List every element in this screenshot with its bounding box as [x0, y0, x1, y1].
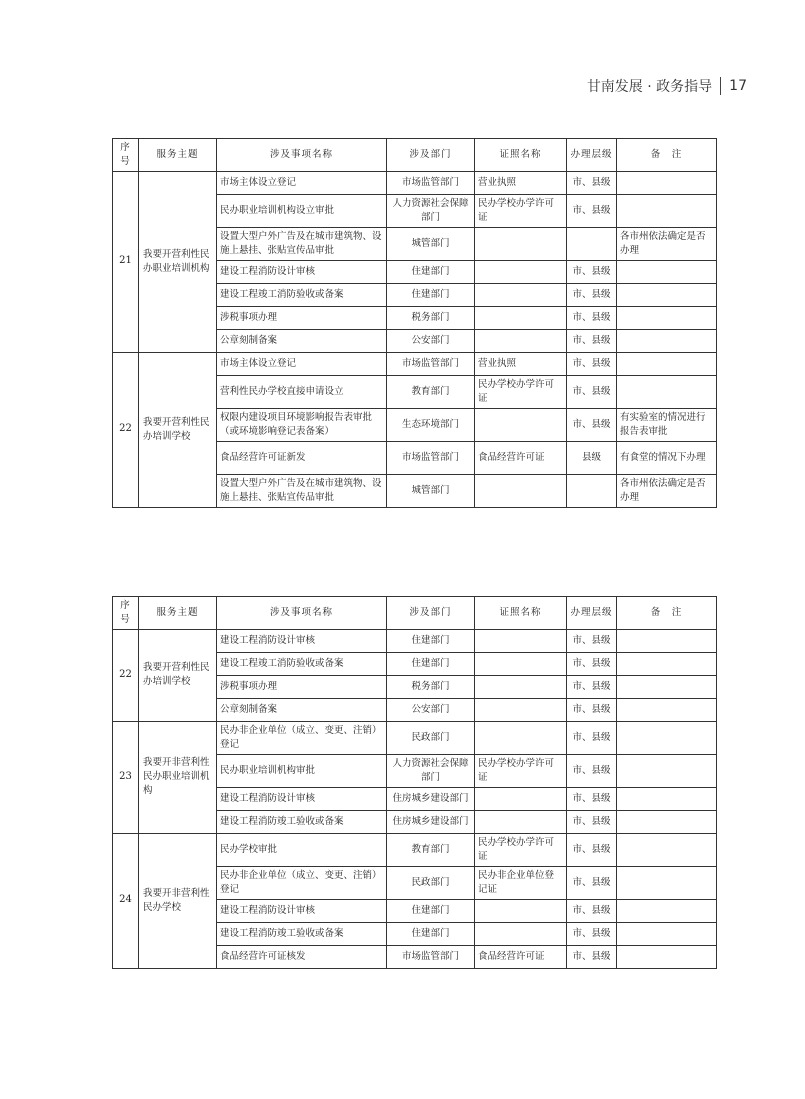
level: 县级	[567, 441, 617, 474]
cert: 食品经营许可证	[475, 945, 567, 968]
cert: 民办学校办学许可证	[475, 833, 567, 866]
item-name: 建设工程消防竣工验收或备案	[217, 810, 387, 833]
level	[567, 474, 617, 507]
dept: 住房城乡建设部门	[387, 787, 475, 810]
item-name: 权限内建设项目环境影响报告表审批（或环境影响登记表备案）	[217, 408, 387, 441]
item-name: 市场主体设立登记	[217, 171, 387, 194]
cert: 民办学校办学许可证	[475, 194, 567, 227]
cert	[475, 922, 567, 945]
note	[617, 787, 717, 810]
note	[617, 899, 717, 922]
dept: 住建部门	[387, 652, 475, 675]
cert: 营业执照	[475, 171, 567, 194]
item-name: 建设工程消防竣工验收或备案	[217, 922, 387, 945]
dept: 民政部门	[387, 721, 475, 754]
cert	[475, 810, 567, 833]
dept: 税务部门	[387, 675, 475, 698]
dept: 住房城乡建设部门	[387, 810, 475, 833]
service-theme: 我要开营利性民办职业培训机构	[139, 171, 217, 352]
item-name: 建设工程竣工消防验收或备案	[217, 652, 387, 675]
item-name: 建设工程竣工消防验收或备案	[217, 283, 387, 306]
level: 市、县级	[567, 629, 617, 652]
item-name: 设置大型户外广告及在城市建筑物、设施上悬挂、张贴宣传品审批	[217, 227, 387, 260]
service-table-1	[112, 138, 717, 508]
note	[617, 833, 717, 866]
dept: 住建部门	[387, 629, 475, 652]
page-number: 17	[729, 78, 747, 94]
item-name: 营利性民办学校直接申请设立	[217, 375, 387, 408]
item-name: 民办学校审批	[217, 833, 387, 866]
row-number: 21	[113, 171, 139, 352]
level: 市、县级	[567, 922, 617, 945]
dept: 民政部门	[387, 866, 475, 899]
service-theme: 我要开非营利性民办学校	[139, 833, 217, 968]
col-header-item: 涉及事项名称	[217, 597, 387, 630]
item-name: 公章刻制备案	[217, 698, 387, 721]
col-header-level: 办理层级	[567, 597, 617, 630]
col-header-no: 序号	[113, 139, 139, 172]
note	[617, 283, 717, 306]
cert	[475, 787, 567, 810]
cert: 民办非企业单位登记证	[475, 866, 567, 899]
level: 市、县级	[567, 675, 617, 698]
row-number: 24	[113, 833, 139, 968]
note	[617, 754, 717, 787]
level: 市、县级	[567, 652, 617, 675]
note	[617, 945, 717, 968]
note	[617, 675, 717, 698]
level: 市、县级	[567, 352, 617, 375]
level: 市、县级	[567, 866, 617, 899]
note	[617, 194, 717, 227]
dept: 住建部门	[387, 260, 475, 283]
level: 市、县级	[567, 306, 617, 329]
table-row	[113, 352, 717, 375]
col-header-cert: 证照名称	[475, 139, 567, 172]
note: 各市州依法确定是否办理	[617, 227, 717, 260]
note	[617, 329, 717, 352]
col-header-note: 备 注	[617, 139, 717, 172]
col-header-note: 备 注	[617, 597, 717, 630]
level: 市、县级	[567, 329, 617, 352]
cert	[475, 721, 567, 754]
item-name: 建设工程消防设计审核	[217, 899, 387, 922]
level: 市、县级	[567, 375, 617, 408]
level: 市、县级	[567, 810, 617, 833]
table-header-row	[113, 597, 717, 630]
table-row	[113, 629, 717, 652]
note	[617, 375, 717, 408]
level	[567, 227, 617, 260]
col-header-cert: 证照名称	[475, 597, 567, 630]
dept: 税务部门	[387, 306, 475, 329]
level: 市、县级	[567, 833, 617, 866]
col-header-item: 涉及事项名称	[217, 139, 387, 172]
item-name: 民办非企业单位（成立、变更、注销）登记	[217, 866, 387, 899]
cert: 民办学校办学许可证	[475, 754, 567, 787]
service-theme: 我要开营利性民办培训学校	[139, 629, 217, 721]
note	[617, 810, 717, 833]
item-name: 建设工程消防设计审核	[217, 629, 387, 652]
item-name: 食品经营许可证新发	[217, 441, 387, 474]
dept: 人力资源社会保障部门	[387, 194, 475, 227]
item-name: 食品经营许可证核发	[217, 945, 387, 968]
level: 市、县级	[567, 754, 617, 787]
level: 市、县级	[567, 787, 617, 810]
level: 市、县级	[567, 171, 617, 194]
col-header-theme: 服务主题	[139, 139, 217, 172]
item-name: 民办非企业单位（成立、变更、注销）登记	[217, 721, 387, 754]
dept: 市场监管部门	[387, 441, 475, 474]
cert: 食品经营许可证	[475, 441, 567, 474]
dept: 住建部门	[387, 899, 475, 922]
level: 市、县级	[567, 899, 617, 922]
cert	[475, 306, 567, 329]
row-number: 22	[113, 352, 139, 507]
row-number: 22	[113, 629, 139, 721]
cert	[475, 408, 567, 441]
note: 有食堂的情况下办理	[617, 441, 717, 474]
level: 市、县级	[567, 194, 617, 227]
note: 有实验室的情况进行报告表审批	[617, 408, 717, 441]
cert	[475, 652, 567, 675]
note	[617, 866, 717, 899]
dept: 教育部门	[387, 833, 475, 866]
note	[617, 171, 717, 194]
note	[617, 629, 717, 652]
item-name: 设置大型户外广告及在城市建筑物、设施上悬挂、张贴宣传品审批	[217, 474, 387, 507]
dept: 市场监管部门	[387, 352, 475, 375]
cert	[475, 474, 567, 507]
cert	[475, 283, 567, 306]
dept: 市场监管部门	[387, 945, 475, 968]
cert	[475, 629, 567, 652]
item-name: 涉税事项办理	[217, 306, 387, 329]
header-divider	[720, 77, 721, 95]
dept: 公安部门	[387, 698, 475, 721]
level: 市、县级	[567, 945, 617, 968]
note	[617, 352, 717, 375]
col-header-theme: 服务主题	[139, 597, 217, 630]
note	[617, 652, 717, 675]
dept: 城管部门	[387, 474, 475, 507]
cert: 民办学校办学许可证	[475, 375, 567, 408]
dept: 城管部门	[387, 227, 475, 260]
item-name: 民办职业培训机构设立审批	[217, 194, 387, 227]
service-table-2	[112, 596, 717, 969]
col-header-dept: 涉及部门	[387, 139, 475, 172]
level: 市、县级	[567, 283, 617, 306]
level: 市、县级	[567, 721, 617, 754]
cert: 营业执照	[475, 352, 567, 375]
dept: 住建部门	[387, 283, 475, 306]
cert	[475, 227, 567, 260]
cert	[475, 899, 567, 922]
table-row	[113, 171, 717, 194]
cert	[475, 675, 567, 698]
level: 市、县级	[567, 698, 617, 721]
cert	[475, 698, 567, 721]
level: 市、县级	[567, 260, 617, 283]
cert	[475, 260, 567, 283]
dept: 教育部门	[387, 375, 475, 408]
col-header-no: 序号	[113, 597, 139, 630]
dept: 人力资源社会保障部门	[387, 754, 475, 787]
col-header-level: 办理层级	[567, 139, 617, 172]
dept: 住建部门	[387, 922, 475, 945]
item-name: 建设工程消防设计审核	[217, 787, 387, 810]
table-row	[113, 833, 717, 866]
note	[617, 306, 717, 329]
table-header-row	[113, 139, 717, 172]
note	[617, 922, 717, 945]
note	[617, 260, 717, 283]
row-number: 23	[113, 721, 139, 833]
page-header	[587, 76, 747, 96]
item-name: 公章刻制备案	[217, 329, 387, 352]
dept: 生态环境部门	[387, 408, 475, 441]
item-name: 民办职业培训机构审批	[217, 754, 387, 787]
cert	[475, 329, 567, 352]
note	[617, 721, 717, 754]
level: 市、县级	[567, 408, 617, 441]
col-header-dept: 涉及部门	[387, 597, 475, 630]
dept: 公安部门	[387, 329, 475, 352]
header-title: 甘南发展 · 政务指导	[586, 79, 713, 95]
table-row	[113, 721, 717, 754]
service-theme: 我要开营利性民办培训学校	[139, 352, 217, 507]
item-name: 市场主体设立登记	[217, 352, 387, 375]
item-name: 涉税事项办理	[217, 675, 387, 698]
note: 各市州依法确定是否办理	[617, 474, 717, 507]
item-name: 建设工程消防设计审核	[217, 260, 387, 283]
note	[617, 698, 717, 721]
service-theme: 我要开非营利性民办职业培训机构	[139, 721, 217, 833]
dept: 市场监管部门	[387, 171, 475, 194]
